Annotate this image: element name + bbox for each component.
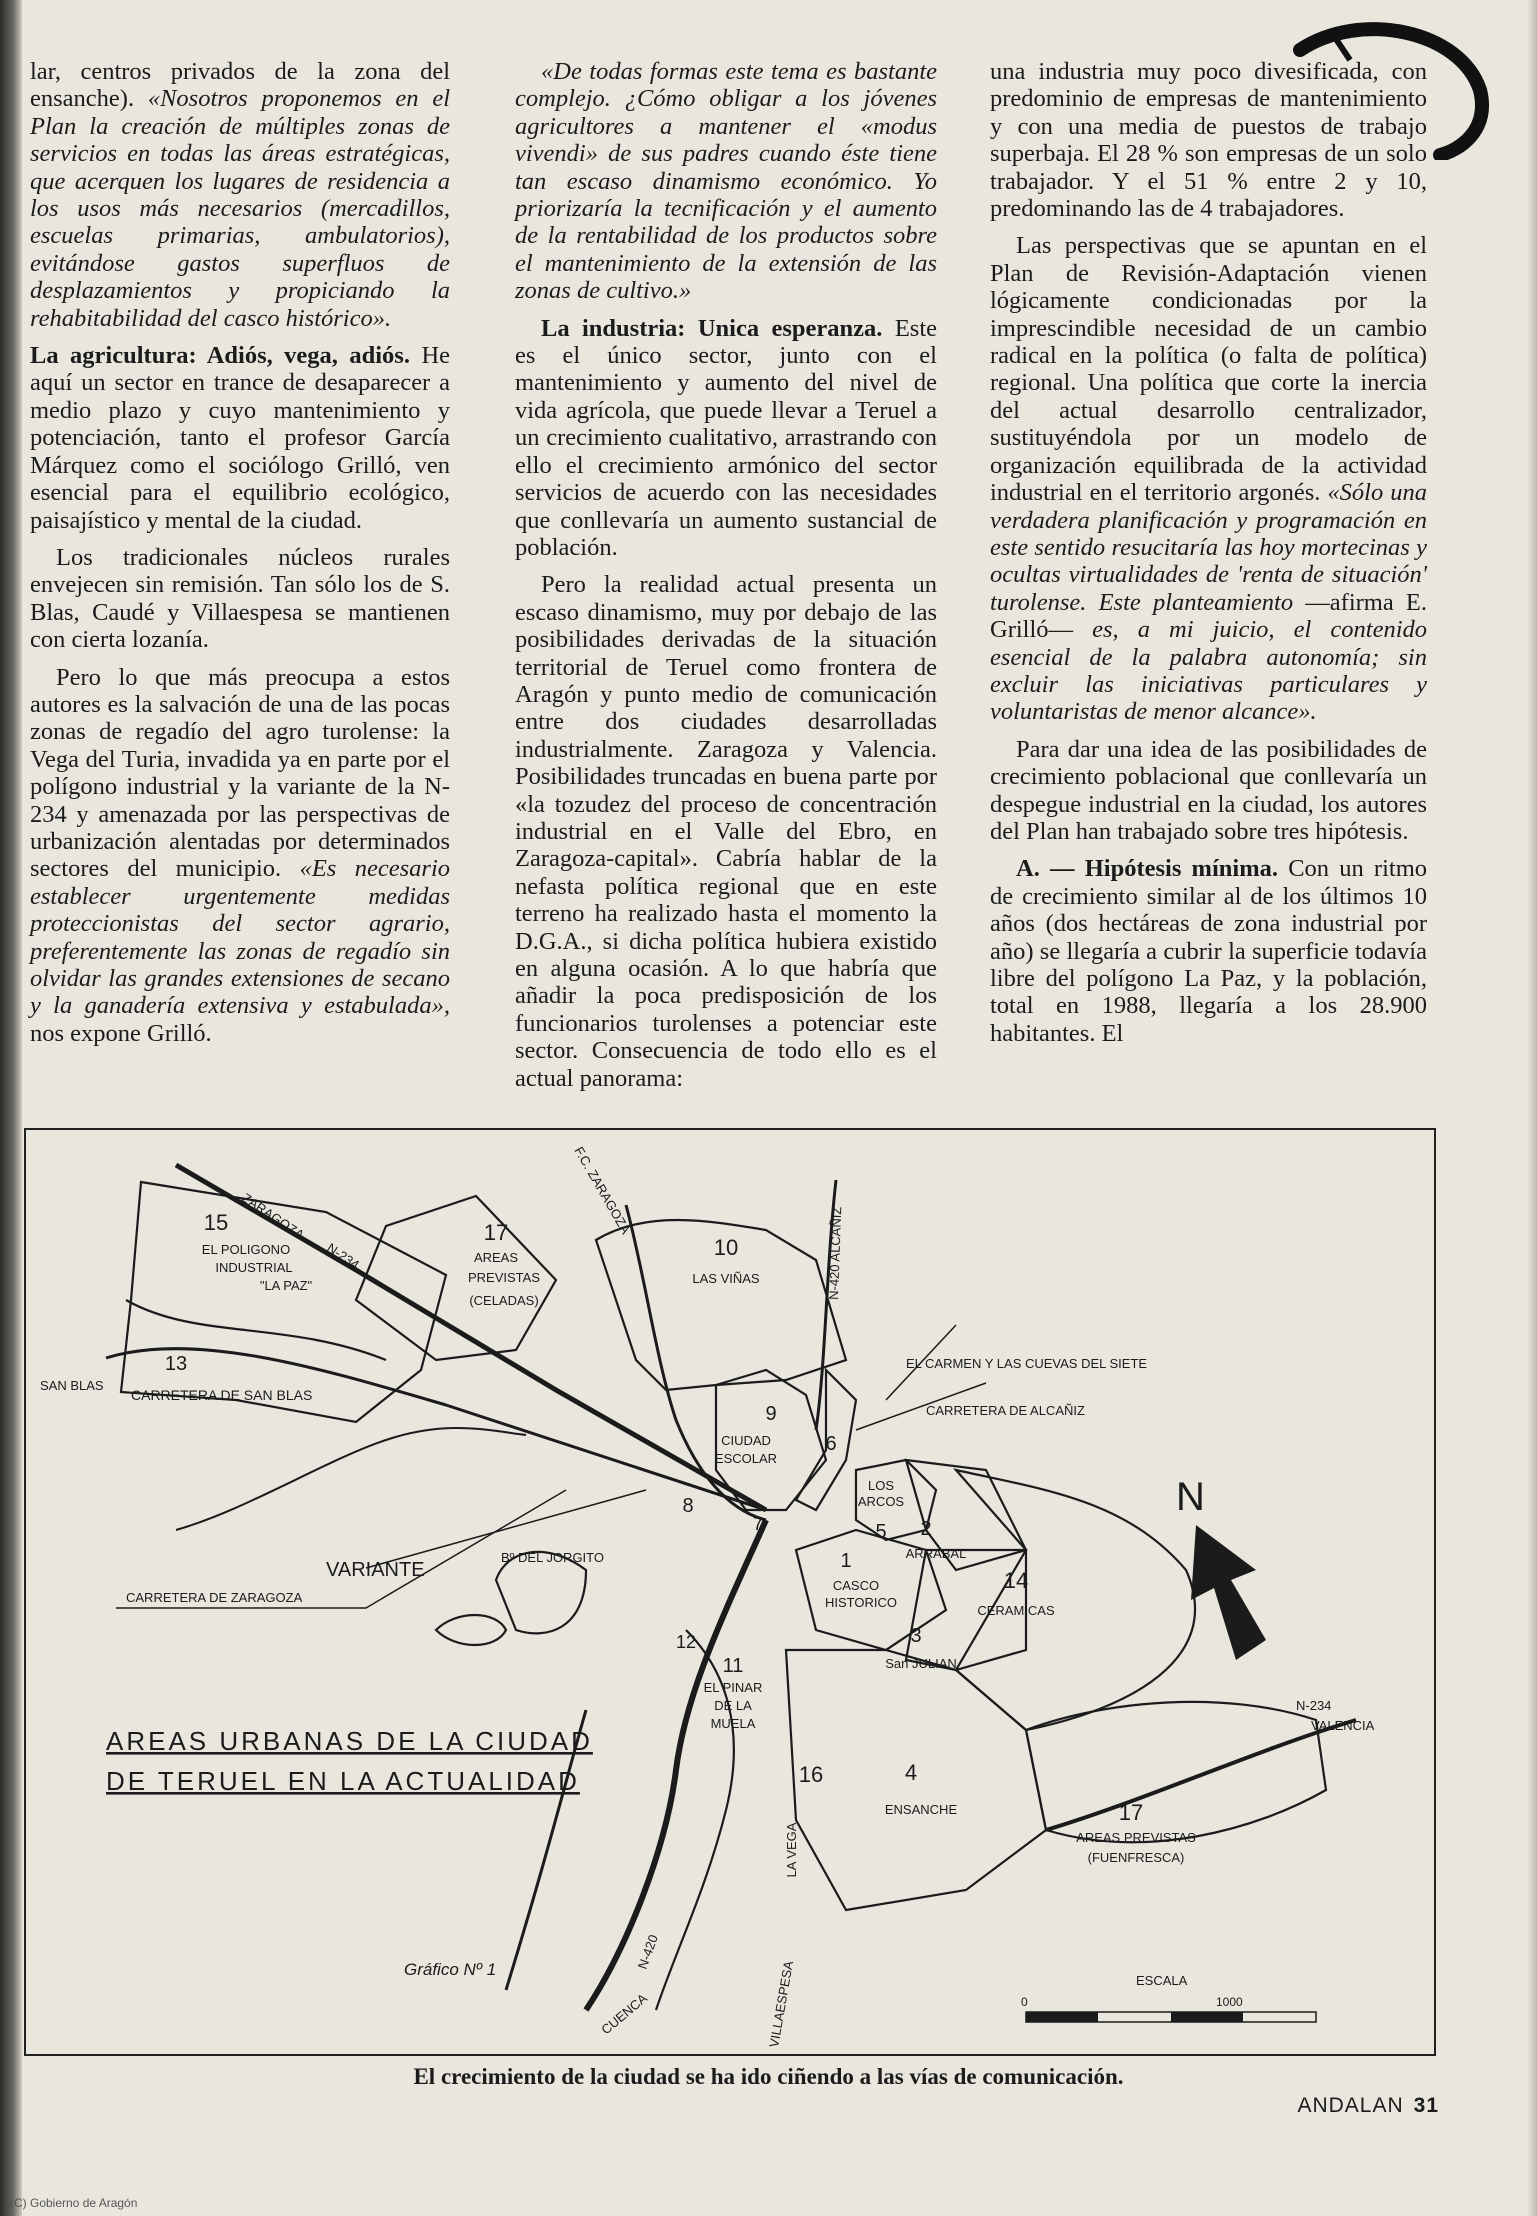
paragraph: Para dar una idea de las posibilidades de crecimiento poblacional que conllevaría un despegue industrial en la ciudad, los autores del Plan han trabajado sobre tres hipótesis.: [990, 735, 1427, 845]
paragraph: Pero la realidad actual presenta un escaso dinamismo, muy por debajo de las posibilidades derivadas de la situación territorial de Teruel como frontera de Aragón y punto medio de comunicación entre dos ciudades desarrolladas industrialmente. Zaragoza y Valencia. Posibilidades truncadas en buena parte por «la tozudez del proceso de concentración industrial en el Valle del Ebro, en Zaragoza-capital». Cabría hablar de la nefasta política regional que en este terreno ha realizado hasta el momento la D.G.A., si dicha política hubiera existido en alguna ocasión. A lo que habría que añadir la poca predisposición de los funcionarios turolenses a potenciar este sector. Consecuencia de todo ello es el actual panorama:: [515, 571, 937, 1092]
area-17-l2: PREVISTAS: [467, 1270, 541, 1285]
area-13-boundary: [126, 1300, 386, 1360]
area-14-boundary: [956, 1470, 1195, 1730]
label-san-blas: SAN BLAS: [40, 1378, 104, 1393]
column-2: [515, 58, 937, 1092]
area-17-num: 17: [483, 1220, 509, 1245]
paragraph: una industria muy poco divesificada, con predominio de empresas de mantenimiento y con una media de puestos de trabajo superbaja. El 28 % son empresas de un solo trabajador. Y el 51 % entre 2 y 10, predominando las de 4 trabajadores.: [990, 58, 1427, 223]
area-9-num: 9: [765, 1403, 777, 1425]
area-11-l2: DE LA: [714, 1698, 752, 1713]
north-arrow: [1176, 1475, 1266, 1660]
north-label: N: [1176, 1475, 1205, 1519]
figure-caption: El crecimiento de la ciudad se ha ido ciñendo a las vías de comunicación.: [413, 2064, 1124, 2089]
scale-bar: [1021, 1973, 1316, 2022]
scale-label: ESCALA: [1136, 1973, 1188, 1988]
map-figure: [24, 1128, 1436, 2056]
scale-1000: 1000: [1216, 1995, 1243, 2009]
n234-valencia-road: [1046, 1720, 1356, 1830]
area-17b-l1: AREAS PREVISTAS: [1076, 1830, 1196, 1845]
label-carretera-alcaniz: CARRETERA DE ALCAÑIZ: [926, 1403, 1085, 1418]
area-11-l1: EL PINAR: [703, 1680, 763, 1695]
label-carretera-zaragoza: CARRETERA DE ZARAGOZA: [126, 1590, 303, 1605]
binding-shadow: [0, 0, 22, 2216]
area-1-l2: HISTORICO: [825, 1595, 897, 1610]
area-1-num: 1: [840, 1550, 852, 1572]
label-fc-zaragoza: F.C. ZARAGOZA: [571, 1144, 634, 1237]
label-n234-right: N-234: [1296, 1698, 1332, 1713]
area-15-num: 15: [203, 1210, 229, 1235]
label-zaragoza: ZARAGOZA: [239, 1190, 307, 1243]
area-5-l1: LOS: [867, 1478, 895, 1493]
subheading-industria: La industria: Unica esperanza.: [541, 314, 883, 342]
area-6-num: 6: [825, 1433, 837, 1455]
area-1-l1: CASCO: [832, 1578, 880, 1593]
label-cuenca: CUENCA: [598, 1990, 650, 2038]
label-carretera-san-blas: CARRETERA DE SAN BLAS: [131, 1387, 313, 1403]
paragraph: La agricultura: Adiós, vega, adiós. He aquí un sector en trance de desaparecer a medio plazo y cuyo mantenimiento y potenciación, tanto el profesor García Márquez como el sociólogo Grilló, ven esencial para el equilibrio ecológico, paisajístico y mental de la ciudad.: [30, 342, 451, 534]
paragraph: Los tradicionales núcleos rurales envejecen sin remisión. Tan sólo los de S. Blas, Caudé y Villaespesa se mantienen con cierta lozanía.: [30, 543, 450, 654]
subheading-agricultura: La agricultura: Adiós, vega, adiós.: [30, 342, 410, 370]
area-9-l2: ESCOLAR: [714, 1451, 778, 1466]
area-17-l3: (CELADAS): [469, 1293, 539, 1308]
area-14-num: 14: [1003, 1568, 1029, 1593]
area-3-num: 3: [910, 1625, 922, 1647]
scale-zero: 0: [1021, 1995, 1028, 2009]
column-1: [30, 58, 450, 1047]
area-12-boundary: [436, 1615, 506, 1645]
area-15-l1: EL POLIGONO: [201, 1242, 291, 1257]
area-2-l1: ARRABAL: [905, 1546, 967, 1561]
map-title-line1: AREAS URBANAS DE LA CIUDAD: [106, 1726, 593, 1756]
label-n420-bottom: N-420: [634, 1932, 661, 1972]
area-16-l1: LA VEGA: [784, 1822, 799, 1878]
label-villaespesa: VILLAESPESA: [766, 1959, 797, 2049]
area-10-num: 10: [713, 1235, 739, 1260]
label-n420-alcaniz: N-420 ALCAÑIZ: [826, 1206, 845, 1301]
paragraph: Pero lo que más preocupa a estos autores es la salvación de una de las pocas zonas de regadío del agro turolense: la Vega del Turia, invadida ya en parte por el polígono industrial y la variante de la N-234 y amenazada por las perspectivas de urbanización alentadas por determinados sectores del municipio. «Es necesario establecer urgentemente medidas proteccionistas del sector agrario, preferentemente las zonas de regadío sin olvidar las grandes extensiones de secano y la ganadería extensiva y estabulada», nos expone Grilló.: [30, 663, 450, 1047]
area-9-l1: CIUDAD: [721, 1433, 771, 1448]
area-17b-num: 17: [1118, 1800, 1144, 1825]
magazine-name: ANDALAN: [1297, 2094, 1404, 2117]
label-valencia: VALENCIA: [1311, 1718, 1375, 1733]
area-8-num: 8: [682, 1495, 694, 1517]
page-edge: [1527, 0, 1537, 2216]
area-15-l2: INDUSTRIAL: [215, 1260, 293, 1275]
map-title-line2: DE TERUEL EN LA ACTUALIDAD: [106, 1766, 580, 1796]
column-3: [990, 58, 1427, 1047]
area-4-num: 4: [904, 1760, 918, 1785]
paragraph: Las perspectivas que se apuntan en el Plan de Revisión-Adaptación vienen lógicamente condicionadas por la imprescindible necesidad de un cambio radical en la política (o falta de política) regional. Una política que corte la inercia del actual desarrollo centralizador, sustituyéndola por un modelo de organización equilibrada de la actividad industrial en el territorio argonés. «Sólo una verdadera planificación y programación en este sentido resucitaría las hoy mortecinas y ocultas virtualidades de 'renta de situación' turolense. Este planteamiento —afirma E. Grilló— es, a mi juicio, el contenido esencial de la palabra autonomía; sin excluir las iniciativas particulares y voluntaristas de menor alcance».: [990, 232, 1427, 726]
paragraph: A. — Hipótesis mínima. Con un ritmo de crecimiento similar al de los últimos 10 años (dos hectáreas de zona industrial por año) se llegaría a cubrir la superficie todavía libre del polígono La Paz, y la población, total en 1988, llegaría a los 28.900 habitantes. El: [990, 855, 1427, 1047]
river-turia: [586, 1520, 766, 2010]
subheading-hipotesis: A. — Hipótesis mínima.: [1016, 855, 1278, 883]
area-5-l2: ARCOS: [857, 1494, 905, 1509]
area-10-l1: LAS VIÑAS: [692, 1271, 760, 1286]
area-11-num: 11: [722, 1655, 744, 1677]
page-footer: [1297, 2094, 1439, 2118]
paragraph: lar, centros privados de la zona del ensanche). «Nosotros proponemos en el Plan la creación de múltiples zonas de servicios en todas las áreas estratégicas, que acerquen los lugares de residencia a los usos más necesarios (mercadillos, escuelas primarias, ambulatorios), evitándose gastos superfluos de desplazamientos y propiciando la rehabitabilidad del casco histórico».: [30, 58, 451, 332]
paragraph: «De todas formas este tema es bastante complejo. ¿Cómo obligar a los jóvenes agricultores a mantener el «modus vivendi» de sus padres cuando éste tiene tan escaso dinamismo económico. Yo priorizaría la tecnificación y el aumento de la rentabilidad de los productos sobre el mantenimiento de la extensión de las zonas de cultivo.»: [515, 58, 937, 305]
area-7-num: 7: [752, 1514, 764, 1534]
teruel-map: [26, 1130, 1434, 2054]
label-barrio-jorgito: Bº DEL JORGITO: [501, 1550, 604, 1565]
paragraph: La industria: Unica esperanza. Este es el único sector, junto con el mantenimiento y aumento del nivel de vida agrícola, que puede llevar a Teruel a un crecimiento cualitativo, arrastrando con ello el crecimiento armónico del sector servicios de acuerdo con las necesidades que conllevaría un aumento sustancial de población.: [515, 314, 938, 561]
area-3-l1: San JULIAN: [885, 1656, 957, 1671]
variante-road: [176, 1428, 526, 1530]
area-17-l1: AREAS: [473, 1250, 519, 1265]
page-number: 31: [1413, 2094, 1439, 2117]
area-11-l3: MUELA: [710, 1716, 756, 1731]
grafico-label: Gráfico Nº 1: [404, 1960, 497, 1979]
label-variante: VARIANTE: [326, 1559, 425, 1581]
area-17b-l2: (FUENFRESCA): [1087, 1850, 1185, 1865]
area-15-l3: "LA PAZ": [259, 1278, 313, 1293]
area-13-num: 13: [164, 1353, 188, 1375]
area-4-l1: ENSANCHE: [884, 1802, 958, 1817]
label-n234-top: N-234: [324, 1240, 363, 1273]
area-12-num: 12: [675, 1632, 697, 1652]
area-16-num: 16: [798, 1762, 824, 1787]
area-14-l1: CERAMICAS: [977, 1603, 1055, 1618]
area-5-num: 5: [875, 1521, 887, 1543]
area-2-num: 2: [920, 1518, 932, 1540]
label-el-carmen: EL CARMEN Y LAS CUEVAS DEL SIETE: [906, 1356, 1148, 1371]
copyright-credit: (C) Gobierno de Aragón: [10, 2196, 138, 2210]
